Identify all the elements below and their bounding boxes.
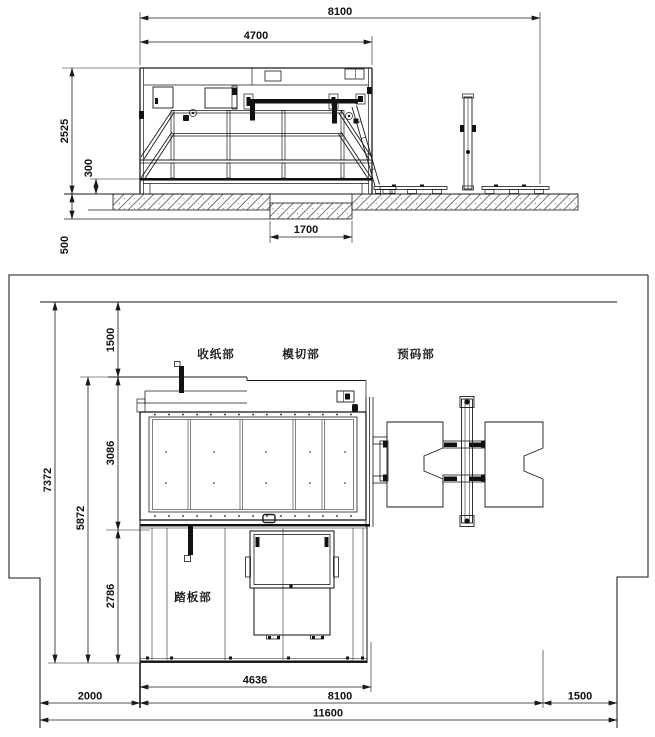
platform-bottom-edge: [140, 661, 367, 663]
dim-label-upper-depth: 3086: [105, 440, 117, 466]
dim-label-body-depth: 5872: [75, 505, 87, 531]
dim-label-top-clearance: 1500: [105, 327, 117, 353]
dim-label-left-clearance: 2000: [77, 690, 103, 703]
section-label-platform: 踏板部: [174, 592, 212, 604]
dim-label-total-depth: 7372: [42, 467, 54, 493]
dim-label-total-width-side: 8100: [327, 6, 353, 18]
section-label-die-cut: 模切部: [282, 349, 320, 361]
dim-label-machine-width: 8100: [327, 690, 353, 703]
gripper-bar-mark: [179, 366, 184, 393]
pit-hatch: [270, 203, 352, 219]
gripper-bar-mark: [188, 526, 193, 555]
dim-label-pit-width: 1700: [293, 224, 319, 236]
floor-hatch-right: [352, 194, 578, 210]
dim-label-base-height: 300: [83, 158, 95, 178]
floor-hatch-left: [113, 194, 270, 210]
section-label-prestack: 预码部: [397, 349, 435, 361]
dim-label-right-clearance: 1500: [567, 690, 593, 703]
section-label-delivery: 收纸部: [197, 349, 235, 361]
dim-label-pit-depth: 500: [59, 235, 71, 255]
machine-base-plate: [140, 178, 372, 181]
dim-label-height: 2525: [59, 118, 71, 144]
dim-label-platform-width: 4636: [242, 674, 268, 687]
dim-label-lower-depth: 2786: [105, 583, 117, 609]
dim-label-body-width: 4700: [243, 30, 269, 42]
dim-label-total-width: 11600: [313, 707, 343, 720]
